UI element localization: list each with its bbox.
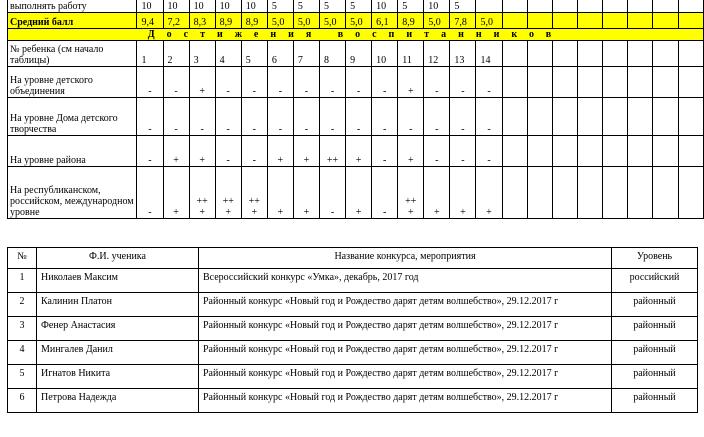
value-cell — [628, 98, 653, 136]
value-cell: 6,1 — [372, 13, 398, 29]
level: районный — [612, 389, 698, 413]
value-cell — [527, 41, 552, 67]
value-cell: 1 — [137, 41, 163, 67]
value-cell — [678, 136, 703, 167]
value-cell — [653, 13, 678, 29]
value-cell: 8,3 — [189, 13, 215, 29]
value-cell: - — [215, 136, 241, 167]
value-cell — [552, 41, 577, 67]
value-cell: - — [319, 67, 345, 98]
value-cell — [678, 0, 703, 13]
value-cell: - — [137, 167, 163, 219]
value-cell — [578, 136, 603, 167]
value-cell — [502, 0, 527, 13]
value-cell: 5 — [450, 0, 476, 13]
value-cell: - — [293, 67, 319, 98]
value-cell: - — [163, 98, 189, 136]
value-cell: 5,0 — [346, 13, 372, 29]
value-cell: 11 — [398, 41, 424, 67]
value-cell: 5,0 — [319, 13, 345, 29]
value-cell: + — [267, 167, 293, 219]
value-cell: + — [163, 167, 189, 219]
table-row — [8, 341, 698, 365]
value-cell: 10 — [424, 0, 450, 13]
contest-name: Районный конкурс «Новый год и Рождество дарят детям волшебство», 29.12.2017 г — [199, 389, 612, 413]
value-cell: - — [241, 136, 267, 167]
row-label: выполнять работу — [8, 0, 137, 13]
value-cell: + — [293, 136, 319, 167]
value-cell — [552, 67, 577, 98]
value-cell: 13 — [450, 41, 476, 67]
contest-name: Всероссийский конкурс «Умка», декабрь, 2017 год — [199, 269, 612, 293]
value-cell: - — [346, 98, 372, 136]
value-cell: - — [137, 98, 163, 136]
value-cell — [578, 167, 603, 219]
value-cell: + — [189, 136, 215, 167]
value-cell — [527, 136, 552, 167]
value-cell — [603, 98, 628, 136]
row-number: 2 — [8, 293, 37, 317]
value-cell — [552, 98, 577, 136]
value-cell: 9,4 — [137, 13, 163, 29]
level: районный — [612, 293, 698, 317]
value-cell: - — [267, 98, 293, 136]
value-cell: - — [215, 98, 241, 136]
value-cell — [502, 13, 527, 29]
value-cell — [476, 0, 502, 13]
achievements-table — [7, 0, 704, 219]
row-house — [8, 98, 704, 136]
row-assoc — [8, 67, 704, 98]
value-cell — [678, 98, 703, 136]
value-cell: ++ + — [398, 167, 424, 219]
value-cell: - — [450, 98, 476, 136]
value-cell: 5 — [267, 0, 293, 13]
contest-name: Районный конкурс «Новый год и Рождество дарят детям волшебство», 29.12.2017 г — [199, 293, 612, 317]
value-cell — [603, 41, 628, 67]
value-cell: - — [424, 67, 450, 98]
value-cell — [527, 13, 552, 29]
value-cell: 7,2 — [163, 13, 189, 29]
row-label: На уровне детского объединения — [8, 67, 137, 98]
value-cell: 5 — [319, 0, 345, 13]
value-cell: - — [476, 98, 502, 136]
value-cell — [502, 167, 527, 219]
value-cell: - — [163, 67, 189, 98]
value-cell: 8,9 — [241, 13, 267, 29]
value-cell — [527, 67, 552, 98]
value-cell: + — [163, 136, 189, 167]
value-cell — [628, 136, 653, 167]
value-cell — [678, 41, 703, 67]
value-cell — [552, 0, 577, 13]
value-cell — [678, 13, 703, 29]
row-republic — [8, 167, 704, 219]
value-cell: - — [398, 98, 424, 136]
table-row — [8, 317, 698, 341]
column-header: Название конкурса, мероприятия — [199, 248, 612, 269]
value-cell: - — [372, 67, 398, 98]
value-cell: 5 — [398, 0, 424, 13]
value-cell: + — [189, 67, 215, 98]
value-cell: - — [346, 67, 372, 98]
value-cell: 10 — [189, 0, 215, 13]
value-cell — [678, 167, 703, 219]
value-cell — [653, 67, 678, 98]
value-cell: 5 — [346, 0, 372, 13]
value-cell: 7 — [293, 41, 319, 67]
value-cell: + — [267, 136, 293, 167]
value-cell: - — [476, 136, 502, 167]
value-cell: - — [372, 136, 398, 167]
row-child-no — [8, 41, 704, 67]
value-cell: 5,0 — [476, 13, 502, 29]
level: районный — [612, 365, 698, 389]
value-cell: ++ + — [215, 167, 241, 219]
row-number: 3 — [8, 317, 37, 341]
value-cell — [603, 13, 628, 29]
column-header: Уровень — [612, 248, 698, 269]
value-cell: 10 — [241, 0, 267, 13]
value-cell: - — [189, 98, 215, 136]
row-number: 4 — [8, 341, 37, 365]
achievements-header: Достижения воспитанников — [8, 29, 704, 41]
row-label: № ребенка (см начало таблицы) — [8, 41, 137, 67]
value-cell: 10 — [215, 0, 241, 13]
student-name: Петрова Надежда — [37, 389, 199, 413]
row-work — [8, 0, 704, 13]
value-cell — [578, 41, 603, 67]
value-cell — [552, 13, 577, 29]
column-header: Ф.И. ученика — [37, 248, 199, 269]
student-name: Фенер Анастасия — [37, 317, 199, 341]
row-avg — [8, 13, 704, 29]
value-cell: - — [267, 67, 293, 98]
value-cell — [502, 98, 527, 136]
value-cell: + — [398, 67, 424, 98]
value-cell: - — [241, 67, 267, 98]
student-name: Калинин Платон — [37, 293, 199, 317]
value-cell — [653, 0, 678, 13]
row-label: На республиканском, российском, международном уровне — [8, 167, 137, 219]
column-header: № — [8, 248, 37, 269]
value-cell — [527, 167, 552, 219]
value-cell: 10 — [372, 0, 398, 13]
level: российский — [612, 269, 698, 293]
value-cell: - — [215, 67, 241, 98]
value-cell: 4 — [215, 41, 241, 67]
value-cell — [527, 98, 552, 136]
value-cell: + — [424, 167, 450, 219]
row-label: Средний балл — [8, 13, 137, 29]
value-cell: + — [476, 167, 502, 219]
value-cell: 2 — [163, 41, 189, 67]
value-cell — [578, 13, 603, 29]
value-cell: - — [241, 98, 267, 136]
contests-header-row — [8, 248, 698, 269]
student-name: Игнатов Никита — [37, 365, 199, 389]
value-cell — [527, 0, 552, 13]
value-cell — [653, 41, 678, 67]
row-number: 5 — [8, 365, 37, 389]
student-name: Николаев Максим — [37, 269, 199, 293]
value-cell — [552, 136, 577, 167]
contests-table — [7, 247, 698, 413]
level: районный — [612, 341, 698, 365]
value-cell — [502, 136, 527, 167]
value-cell: - — [372, 167, 398, 219]
row-label: На уровне Дома детского творчества — [8, 98, 137, 136]
value-cell: + — [450, 167, 476, 219]
contest-name: Районный конкурс «Новый год и Рождество дарят детям волшебство», 29.12.2017 г — [199, 365, 612, 389]
value-cell — [603, 0, 628, 13]
value-cell: - — [424, 98, 450, 136]
value-cell — [653, 136, 678, 167]
value-cell: 10 — [372, 41, 398, 67]
value-cell: - — [476, 67, 502, 98]
value-cell — [603, 67, 628, 98]
contest-name: Районный конкурс «Новый год и Рождество дарят детям волшебство», 29.12.2017 г — [199, 341, 612, 365]
contest-name: Районный конкурс «Новый год и Рождество дарят детям волшебство», 29.12.2017 г — [199, 317, 612, 341]
table-row — [8, 269, 698, 293]
value-cell — [628, 13, 653, 29]
value-cell — [678, 67, 703, 98]
table-row — [8, 293, 698, 317]
value-cell: + — [346, 136, 372, 167]
value-cell: - — [137, 136, 163, 167]
value-cell — [552, 167, 577, 219]
value-cell: - — [293, 98, 319, 136]
value-cell — [502, 41, 527, 67]
value-cell: 12 — [424, 41, 450, 67]
value-cell: 14 — [476, 41, 502, 67]
value-cell: 5 — [293, 0, 319, 13]
value-cell: 8,9 — [398, 13, 424, 29]
value-cell — [578, 67, 603, 98]
value-cell: - — [372, 98, 398, 136]
row-number: 6 — [8, 389, 37, 413]
value-cell — [603, 136, 628, 167]
value-cell: - — [319, 98, 345, 136]
value-cell — [603, 167, 628, 219]
value-cell: 5,0 — [424, 13, 450, 29]
value-cell: - — [319, 167, 345, 219]
value-cell: 8 — [319, 41, 345, 67]
student-name: Мингалев Данил — [37, 341, 199, 365]
value-cell: 9 — [346, 41, 372, 67]
value-cell — [578, 98, 603, 136]
value-cell: - — [424, 136, 450, 167]
value-cell: ++ + — [189, 167, 215, 219]
value-cell: 10 — [163, 0, 189, 13]
achievements-header-row — [8, 29, 704, 41]
value-cell — [628, 67, 653, 98]
value-cell: 7,8 — [450, 13, 476, 29]
value-cell: 3 — [189, 41, 215, 67]
value-cell: 8,9 — [215, 13, 241, 29]
value-cell — [653, 98, 678, 136]
table-row — [8, 365, 698, 389]
value-cell: + — [346, 167, 372, 219]
value-cell: 6 — [267, 41, 293, 67]
value-cell — [628, 167, 653, 219]
value-cell: - — [137, 67, 163, 98]
value-cell: 5 — [241, 41, 267, 67]
row-district — [8, 136, 704, 167]
value-cell — [653, 167, 678, 219]
value-cell: ++ — [319, 136, 345, 167]
value-cell: + — [398, 136, 424, 167]
value-cell — [502, 67, 527, 98]
value-cell: ++ + — [241, 167, 267, 219]
value-cell: 5,0 — [267, 13, 293, 29]
value-cell — [628, 41, 653, 67]
row-number: 1 — [8, 269, 37, 293]
value-cell — [578, 0, 603, 13]
level: районный — [612, 317, 698, 341]
value-cell: - — [450, 67, 476, 98]
value-cell: - — [450, 136, 476, 167]
value-cell: 5,0 — [293, 13, 319, 29]
value-cell: 10 — [137, 0, 163, 13]
value-cell — [628, 0, 653, 13]
value-cell: + — [293, 167, 319, 219]
table-row — [8, 389, 698, 413]
row-label: На уровне района — [8, 136, 137, 167]
